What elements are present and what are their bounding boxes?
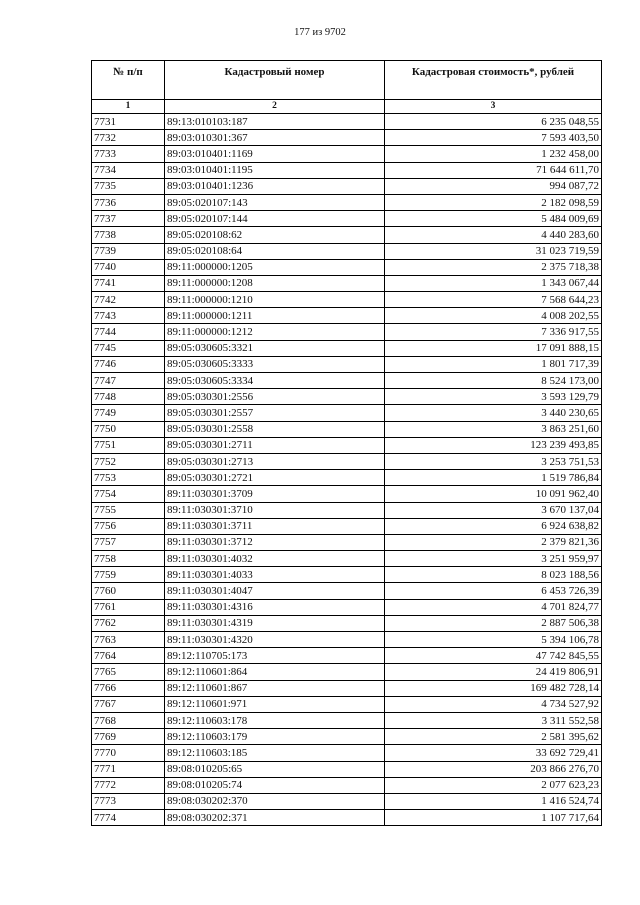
- cadastral-number: 89:12:110603:185: [165, 745, 385, 761]
- cadastral-value: 994 087,72: [385, 178, 602, 194]
- cadastral-number: 89:03:010401:1236: [165, 178, 385, 194]
- cadastral-value: 2 375 718,38: [385, 259, 602, 275]
- cadastral-number: 89:11:030301:4316: [165, 599, 385, 615]
- cadastral-value: 2 379 821,36: [385, 534, 602, 550]
- row-number: 7759: [92, 567, 165, 583]
- row-number: 7754: [92, 486, 165, 502]
- cadastral-number: 89:08:030202:370: [165, 793, 385, 809]
- cadastral-value: 4 734 527,92: [385, 696, 602, 712]
- cadastral-table: [91, 60, 602, 826]
- cadastral-number: 89:11:030301:3712: [165, 534, 385, 550]
- cadastral-number: 89:12:110705:173: [165, 648, 385, 664]
- page-number: 177 из 9702: [294, 27, 346, 38]
- cadastral-number: 89:11:030301:3709: [165, 486, 385, 502]
- row-number: 7767: [92, 696, 165, 712]
- header-row: [92, 61, 602, 100]
- cadastral-number: 89:11:030301:4320: [165, 632, 385, 648]
- row-number: 7760: [92, 583, 165, 599]
- cadastral-number: 89:12:110603:179: [165, 729, 385, 745]
- row-number: 7747: [92, 373, 165, 389]
- table-row: [92, 275, 602, 291]
- cadastral-number: 89:05:020107:143: [165, 194, 385, 210]
- table-row: [92, 745, 602, 761]
- row-number: 7736: [92, 194, 165, 210]
- cadastral-number: 89:05:030605:3333: [165, 356, 385, 372]
- table-row: [92, 810, 602, 826]
- table-row: [92, 211, 602, 227]
- cadastral-number: 89:08:010205:65: [165, 761, 385, 777]
- cadastral-value: 1 519 786,84: [385, 470, 602, 486]
- table-row: [92, 567, 602, 583]
- cadastral-value: 4 008 202,55: [385, 308, 602, 324]
- row-number: 7743: [92, 308, 165, 324]
- cadastral-number: 89:05:030301:2721: [165, 470, 385, 486]
- table-row: [92, 373, 602, 389]
- cadastral-value: 169 482 728,14: [385, 680, 602, 696]
- row-number: 7763: [92, 632, 165, 648]
- cadastral-number: 89:05:030301:2713: [165, 453, 385, 469]
- table-row: [92, 712, 602, 728]
- cadastral-number: 89:12:110601:971: [165, 696, 385, 712]
- cadastral-value: 6 235 048,55: [385, 114, 602, 130]
- cadastral-number: 89:03:010401:1195: [165, 162, 385, 178]
- row-number: 7770: [92, 745, 165, 761]
- table-row: [92, 729, 602, 745]
- cadastral-number: 89:13:010103:187: [165, 114, 385, 130]
- cadastral-value: 31 023 719,59: [385, 243, 602, 259]
- cadastral-number: 89:11:000000:1205: [165, 259, 385, 275]
- cadastral-number: 89:08:030202:371: [165, 810, 385, 826]
- row-number: 7752: [92, 453, 165, 469]
- table-row: [92, 583, 602, 599]
- table-row: [92, 243, 602, 259]
- cadastral-number: 89:11:000000:1211: [165, 308, 385, 324]
- cadastral-number: 89:11:000000:1212: [165, 324, 385, 340]
- cadastral-number: 89:11:030301:4319: [165, 615, 385, 631]
- row-number: 7773: [92, 793, 165, 809]
- header-cadastral-number: Кадастровый номер: [165, 61, 385, 100]
- cadastral-value: 2 182 098,59: [385, 194, 602, 210]
- table-row: [92, 518, 602, 534]
- table-row: [92, 632, 602, 648]
- cadastral-value: 5 394 106,78: [385, 632, 602, 648]
- cadastral-value: 2 581 395,62: [385, 729, 602, 745]
- row-number: 7739: [92, 243, 165, 259]
- row-number: 7761: [92, 599, 165, 615]
- column-index: 1: [92, 100, 165, 114]
- cadastral-value: 8 524 173,00: [385, 373, 602, 389]
- row-number: 7753: [92, 470, 165, 486]
- table-row: [92, 146, 602, 162]
- table-row: [92, 227, 602, 243]
- cadastral-value: 1 107 717,64: [385, 810, 602, 826]
- row-number: 7733: [92, 146, 165, 162]
- row-number: 7757: [92, 534, 165, 550]
- cadastral-value: 7 593 403,50: [385, 130, 602, 146]
- table-row: [92, 178, 602, 194]
- row-number: 7738: [92, 227, 165, 243]
- cadastral-value: 71 644 611,70: [385, 162, 602, 178]
- row-number: 7749: [92, 405, 165, 421]
- cadastral-value: 1 416 524,74: [385, 793, 602, 809]
- cadastral-value: 2 077 623,23: [385, 777, 602, 793]
- cadastral-number: 89:11:000000:1210: [165, 292, 385, 308]
- row-number: 7735: [92, 178, 165, 194]
- table-row: [92, 324, 602, 340]
- cadastral-number: 89:11:030301:4047: [165, 583, 385, 599]
- table-row: [92, 453, 602, 469]
- row-number: 7750: [92, 421, 165, 437]
- cadastral-number: 89:11:030301:3711: [165, 518, 385, 534]
- cadastral-number: 89:05:030605:3334: [165, 373, 385, 389]
- cadastral-value: 3 440 230,65: [385, 405, 602, 421]
- row-number: 7732: [92, 130, 165, 146]
- cadastral-value: 8 023 188,56: [385, 567, 602, 583]
- table-row: [92, 437, 602, 453]
- cadastral-value: 4 440 283,60: [385, 227, 602, 243]
- table-row: [92, 292, 602, 308]
- row-number: 7741: [92, 275, 165, 291]
- cadastral-number: 89:11:000000:1208: [165, 275, 385, 291]
- cadastral-number: 89:05:030605:3321: [165, 340, 385, 356]
- table-row: [92, 405, 602, 421]
- cadastral-value: 24 419 806,91: [385, 664, 602, 680]
- row-number: 7764: [92, 648, 165, 664]
- cadastral-value: 123 239 493,85: [385, 437, 602, 453]
- table-row: [92, 259, 602, 275]
- row-number: 7765: [92, 664, 165, 680]
- row-number: 7762: [92, 615, 165, 631]
- row-number: 7756: [92, 518, 165, 534]
- cadastral-number: 89:05:020108:62: [165, 227, 385, 243]
- cadastral-value: 10 091 962,40: [385, 486, 602, 502]
- row-number: 7771: [92, 761, 165, 777]
- cadastral-number: 89:05:020108:64: [165, 243, 385, 259]
- cadastral-value: 1 801 717,39: [385, 356, 602, 372]
- cadastral-value: 6 453 726,39: [385, 583, 602, 599]
- cadastral-number: 89:12:110601:864: [165, 664, 385, 680]
- table-row: [92, 599, 602, 615]
- cadastral-number: 89:03:010301:367: [165, 130, 385, 146]
- cadastral-number: 89:12:110603:178: [165, 712, 385, 728]
- row-number: 7742: [92, 292, 165, 308]
- cadastral-value: 3 670 137,04: [385, 502, 602, 518]
- header-cadastral-value: Кадастровая стоимость*, рублей: [385, 61, 602, 100]
- row-number: 7766: [92, 680, 165, 696]
- cadastral-number: 89:05:030301:2557: [165, 405, 385, 421]
- row-number: 7751: [92, 437, 165, 453]
- cadastral-number: 89:08:010205:74: [165, 777, 385, 793]
- column-index: 2: [165, 100, 385, 114]
- cadastral-number: 89:11:030301:3710: [165, 502, 385, 518]
- table-row: [92, 680, 602, 696]
- cadastral-value: 4 701 824,77: [385, 599, 602, 615]
- row-number: 7744: [92, 324, 165, 340]
- table-row: [92, 648, 602, 664]
- cadastral-value: 1 343 067,44: [385, 275, 602, 291]
- cadastral-number: 89:05:030301:2558: [165, 421, 385, 437]
- table-row: [92, 356, 602, 372]
- table-row: [92, 486, 602, 502]
- cadastral-value: 33 692 729,41: [385, 745, 602, 761]
- cadastral-value: 17 091 888,15: [385, 340, 602, 356]
- table-row: [92, 664, 602, 680]
- row-number: 7755: [92, 502, 165, 518]
- cadastral-value: 3 253 751,53: [385, 453, 602, 469]
- row-number: 7745: [92, 340, 165, 356]
- cadastral-value: 47 742 845,55: [385, 648, 602, 664]
- table-row: [92, 777, 602, 793]
- cadastral-value: 7 336 917,55: [385, 324, 602, 340]
- cadastral-value: 203 866 276,70: [385, 761, 602, 777]
- cadastral-number: 89:12:110601:867: [165, 680, 385, 696]
- row-number: 7769: [92, 729, 165, 745]
- table-row: [92, 162, 602, 178]
- table-row: [92, 114, 602, 130]
- cadastral-number: 89:05:020107:144: [165, 211, 385, 227]
- table-row: [92, 551, 602, 567]
- table-row: [92, 502, 602, 518]
- cadastral-value: 3 863 251,60: [385, 421, 602, 437]
- row-number: 7774: [92, 810, 165, 826]
- table-row: [92, 470, 602, 486]
- row-number: 7734: [92, 162, 165, 178]
- table-row: [92, 389, 602, 405]
- row-number: 7748: [92, 389, 165, 405]
- table-row: [92, 534, 602, 550]
- column-index-row: [92, 100, 602, 114]
- cadastral-number: 89:11:030301:4032: [165, 551, 385, 567]
- table-row: [92, 308, 602, 324]
- row-number: 7772: [92, 777, 165, 793]
- cadastral-number: 89:05:030301:2556: [165, 389, 385, 405]
- table-row: [92, 761, 602, 777]
- table-row: [92, 421, 602, 437]
- cadastral-value: 2 887 506,38: [385, 615, 602, 631]
- table-row: [92, 340, 602, 356]
- row-number: 7758: [92, 551, 165, 567]
- row-number: 7740: [92, 259, 165, 275]
- row-number: 7746: [92, 356, 165, 372]
- cadastral-value: 5 484 009,69: [385, 211, 602, 227]
- row-number: 7768: [92, 712, 165, 728]
- cadastral-value: 3 311 552,58: [385, 712, 602, 728]
- cadastral-number: 89:03:010401:1169: [165, 146, 385, 162]
- row-number: 7731: [92, 114, 165, 130]
- table-row: [92, 615, 602, 631]
- table-row: [92, 194, 602, 210]
- cadastral-value: 6 924 638,82: [385, 518, 602, 534]
- table-row: [92, 130, 602, 146]
- column-index: 3: [385, 100, 602, 114]
- cadastral-value: 1 232 458,00: [385, 146, 602, 162]
- cadastral-value: 3 593 129,79: [385, 389, 602, 405]
- cadastral-value: 7 568 644,23: [385, 292, 602, 308]
- table-row: [92, 793, 602, 809]
- table-row: [92, 696, 602, 712]
- header-number: № п/п: [92, 61, 165, 100]
- row-number: 7737: [92, 211, 165, 227]
- cadastral-number: 89:11:030301:4033: [165, 567, 385, 583]
- cadastral-number: 89:05:030301:2711: [165, 437, 385, 453]
- cadastral-value: 3 251 959,97: [385, 551, 602, 567]
